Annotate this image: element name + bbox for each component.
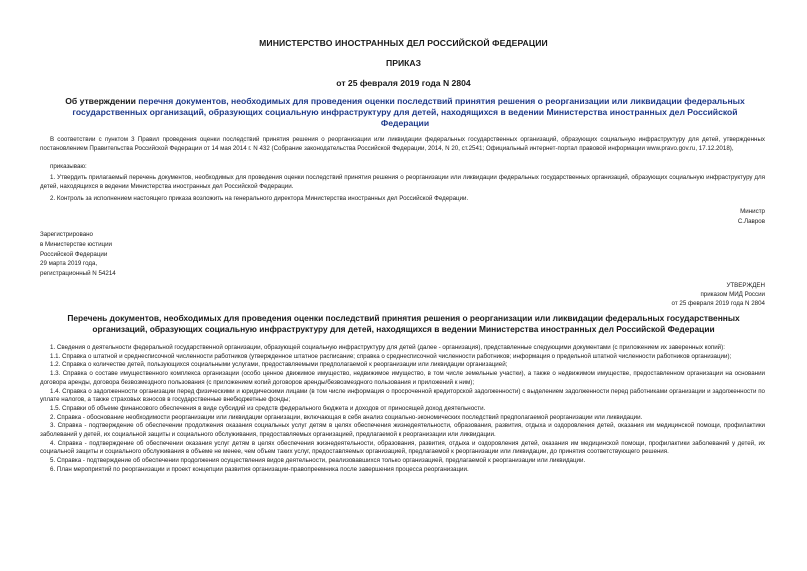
list-title: Перечень документов, необходимых для проведения оценки последствий принятия решения о реорганизации или ликвидации федеральных государственных организаций, образующих социальную инфраструктуру для детей, находящихся в ведении Министерства иностранных дел Российской Федерации — [67, 313, 740, 334]
list-item: 2. Справка - обоснование необходимости реорганизации или ликвидации организации, включающая в себя анализ социально-экономических последствий предполагаемой реорганизации или ликвидации. — [50, 413, 643, 421]
list-item: 1.1. Справка о штатной и среднесписочной численности работников (утвержденное штатное расписание; справка о среднесписочной численности работников; информация о предельной штатной численности работников организации); — [50, 352, 732, 360]
approval-block — [672, 281, 765, 308]
signature-position: Министр — [740, 208, 765, 215]
ministry-name: МИНИСТЕРСТВО ИНОСТРАННЫХ ДЕЛ РОССИЙСКОЙ ФЕДЕРАЦИИ — [259, 38, 548, 48]
registration-line: 29 марта 2019 года, — [40, 260, 98, 268]
document-date: от 25 февраля 2019 года N 2804 — [336, 78, 471, 88]
list-item: 4. Справка - подтверждение об обеспечении оказания услуг детям в целях обеспечения жизнедеятельности, образования, развития, отдыха и оздоровления детей, оказания им медицинской помощи, профилактики заболеваний у детей, их социальной защиты и социального обслуживания в объеме не менее, чем объем таких услуг, предоставляемых организацией, предлагаемой к реорганизации или ликвидации, до принятия соответствующего решения. — [40, 439, 765, 456]
list-item: 1.3. Справка о составе имущественного комплекса организации (особо ценное движимое имущество, недвижимое имущество, в том числе земельные участки), а также о недвижимом имуществе, предоставленном организации на основании договора аренды, договора безвозмездного пользования (с приложением копий договоров аренды/безвозмездного пользования и приложений к ним); — [40, 370, 765, 386]
signature-name: С.Лавров — [737, 218, 765, 225]
approval-line: УТВЕРЖДЕН — [726, 282, 765, 289]
list-item: 1.4. Справка о задолженности организации перед физическими и юридическими лицами (в том числе информация о просроченной кредиторской задолженности) с выделением задолженности перед работниками организации и задолженности по уплате налогов, а также страховых взносов в государственные внебюджетные фонды; — [40, 387, 765, 404]
document-list — [40, 344, 765, 475]
order-item-2: 2. Контроль за исполнением настоящего приказа возложить на генерального директора Министерства иностранных дел Российской Федерации. — [50, 195, 469, 202]
registration-line: в Министерстве юстиции — [40, 240, 113, 248]
title-prefix: Об утверждении — [65, 96, 139, 106]
list-item: 3. Справка - подтверждение об обеспечении продолжения оказания социальных услуг детям в целях обеспечения жизнедеятельности, образования, развития, отдыха и оздоровления детей, оказания им медицинской помощи, профилактики заболеваний у детей, их социальной защиты и социального обслуживания, предоставляемых организацией, предлагаемой к реорганизации или ликвидации. — [40, 422, 765, 439]
registration-line: Российской Федерации — [40, 250, 108, 258]
document-title — [60, 96, 750, 129]
order-item-1: 1. Утвердить прилагаемый перечень документов, необходимых для проведения оценки последствий принятия решения о реорганизации или ликвидации федеральных государственных организаций, образующих социальную инфраструктуру для детей, находящихся в ведении Министерства иностранных дел Российской Федерации. — [40, 174, 765, 190]
registration-line: регистрационный N 54214 — [40, 270, 116, 278]
document-type: ПРИКАЗ — [386, 58, 421, 68]
title-link[interactable]: перечня документов, необходимых для проведения оценки последствий принятия решения о реорганизации или ликвидации федеральных государственных организаций, образующих социальную инфраструктуру для детей, находящихся в ведении Министерства иностранных дел Российской Федерации — [72, 96, 745, 128]
order-word: приказываю: — [50, 163, 87, 170]
preamble-paragraph: В соответствии с пунктом 3 Правил проведения оценки последствий принятия решения о реорганизации или ликвидации федеральных государственных организаций, образующих социальную инфраструктуру для детей, утвержденных постановлением Правительства Российской Федерации от 14 мая 2014 г. N 432 (Собрание законодательства Российской Федерации, 2014, N 20, ст.2541; Официальный интернет-портал правовой информации www.pravo.gov.ru, 17.12.2018), — [40, 136, 765, 152]
approval-line: от 25 февраля 2019 года N 2804 — [671, 300, 765, 307]
list-item: 1.5. Справки об объеме финансового обеспечения в виде субсидий из средств федерального бюджета и доходов от приносящей доход деятельности. — [50, 404, 486, 412]
list-item: 1. Сведения о деятельности федеральной государственной организации, образующей социальную инфраструктуру для детей (далее - организация), представленные следующими документами (с приложением их заверенных копий): — [50, 344, 725, 351]
list-item: 5. Справка - подтверждение об обеспечении продолжения осуществления видов деятельности, реализовавшихся только организацией, предлагаемой к реорганизации или ликвидации. — [50, 457, 586, 465]
list-item: 1.2. Справка о количестве детей, пользующихся социальными услугами, предоставляемыми предполагаемой к реорганизации или ликвидации организацией; — [50, 361, 508, 369]
list-item: 6. План мероприятий по реорганизации и проект концепции развития организации-правопреемника после завершения процесса реорганизации. — [50, 465, 469, 473]
registration-line: Зарегистрировано — [40, 231, 93, 238]
approval-line: приказом МИД России — [700, 291, 765, 298]
registration-block — [40, 230, 116, 279]
